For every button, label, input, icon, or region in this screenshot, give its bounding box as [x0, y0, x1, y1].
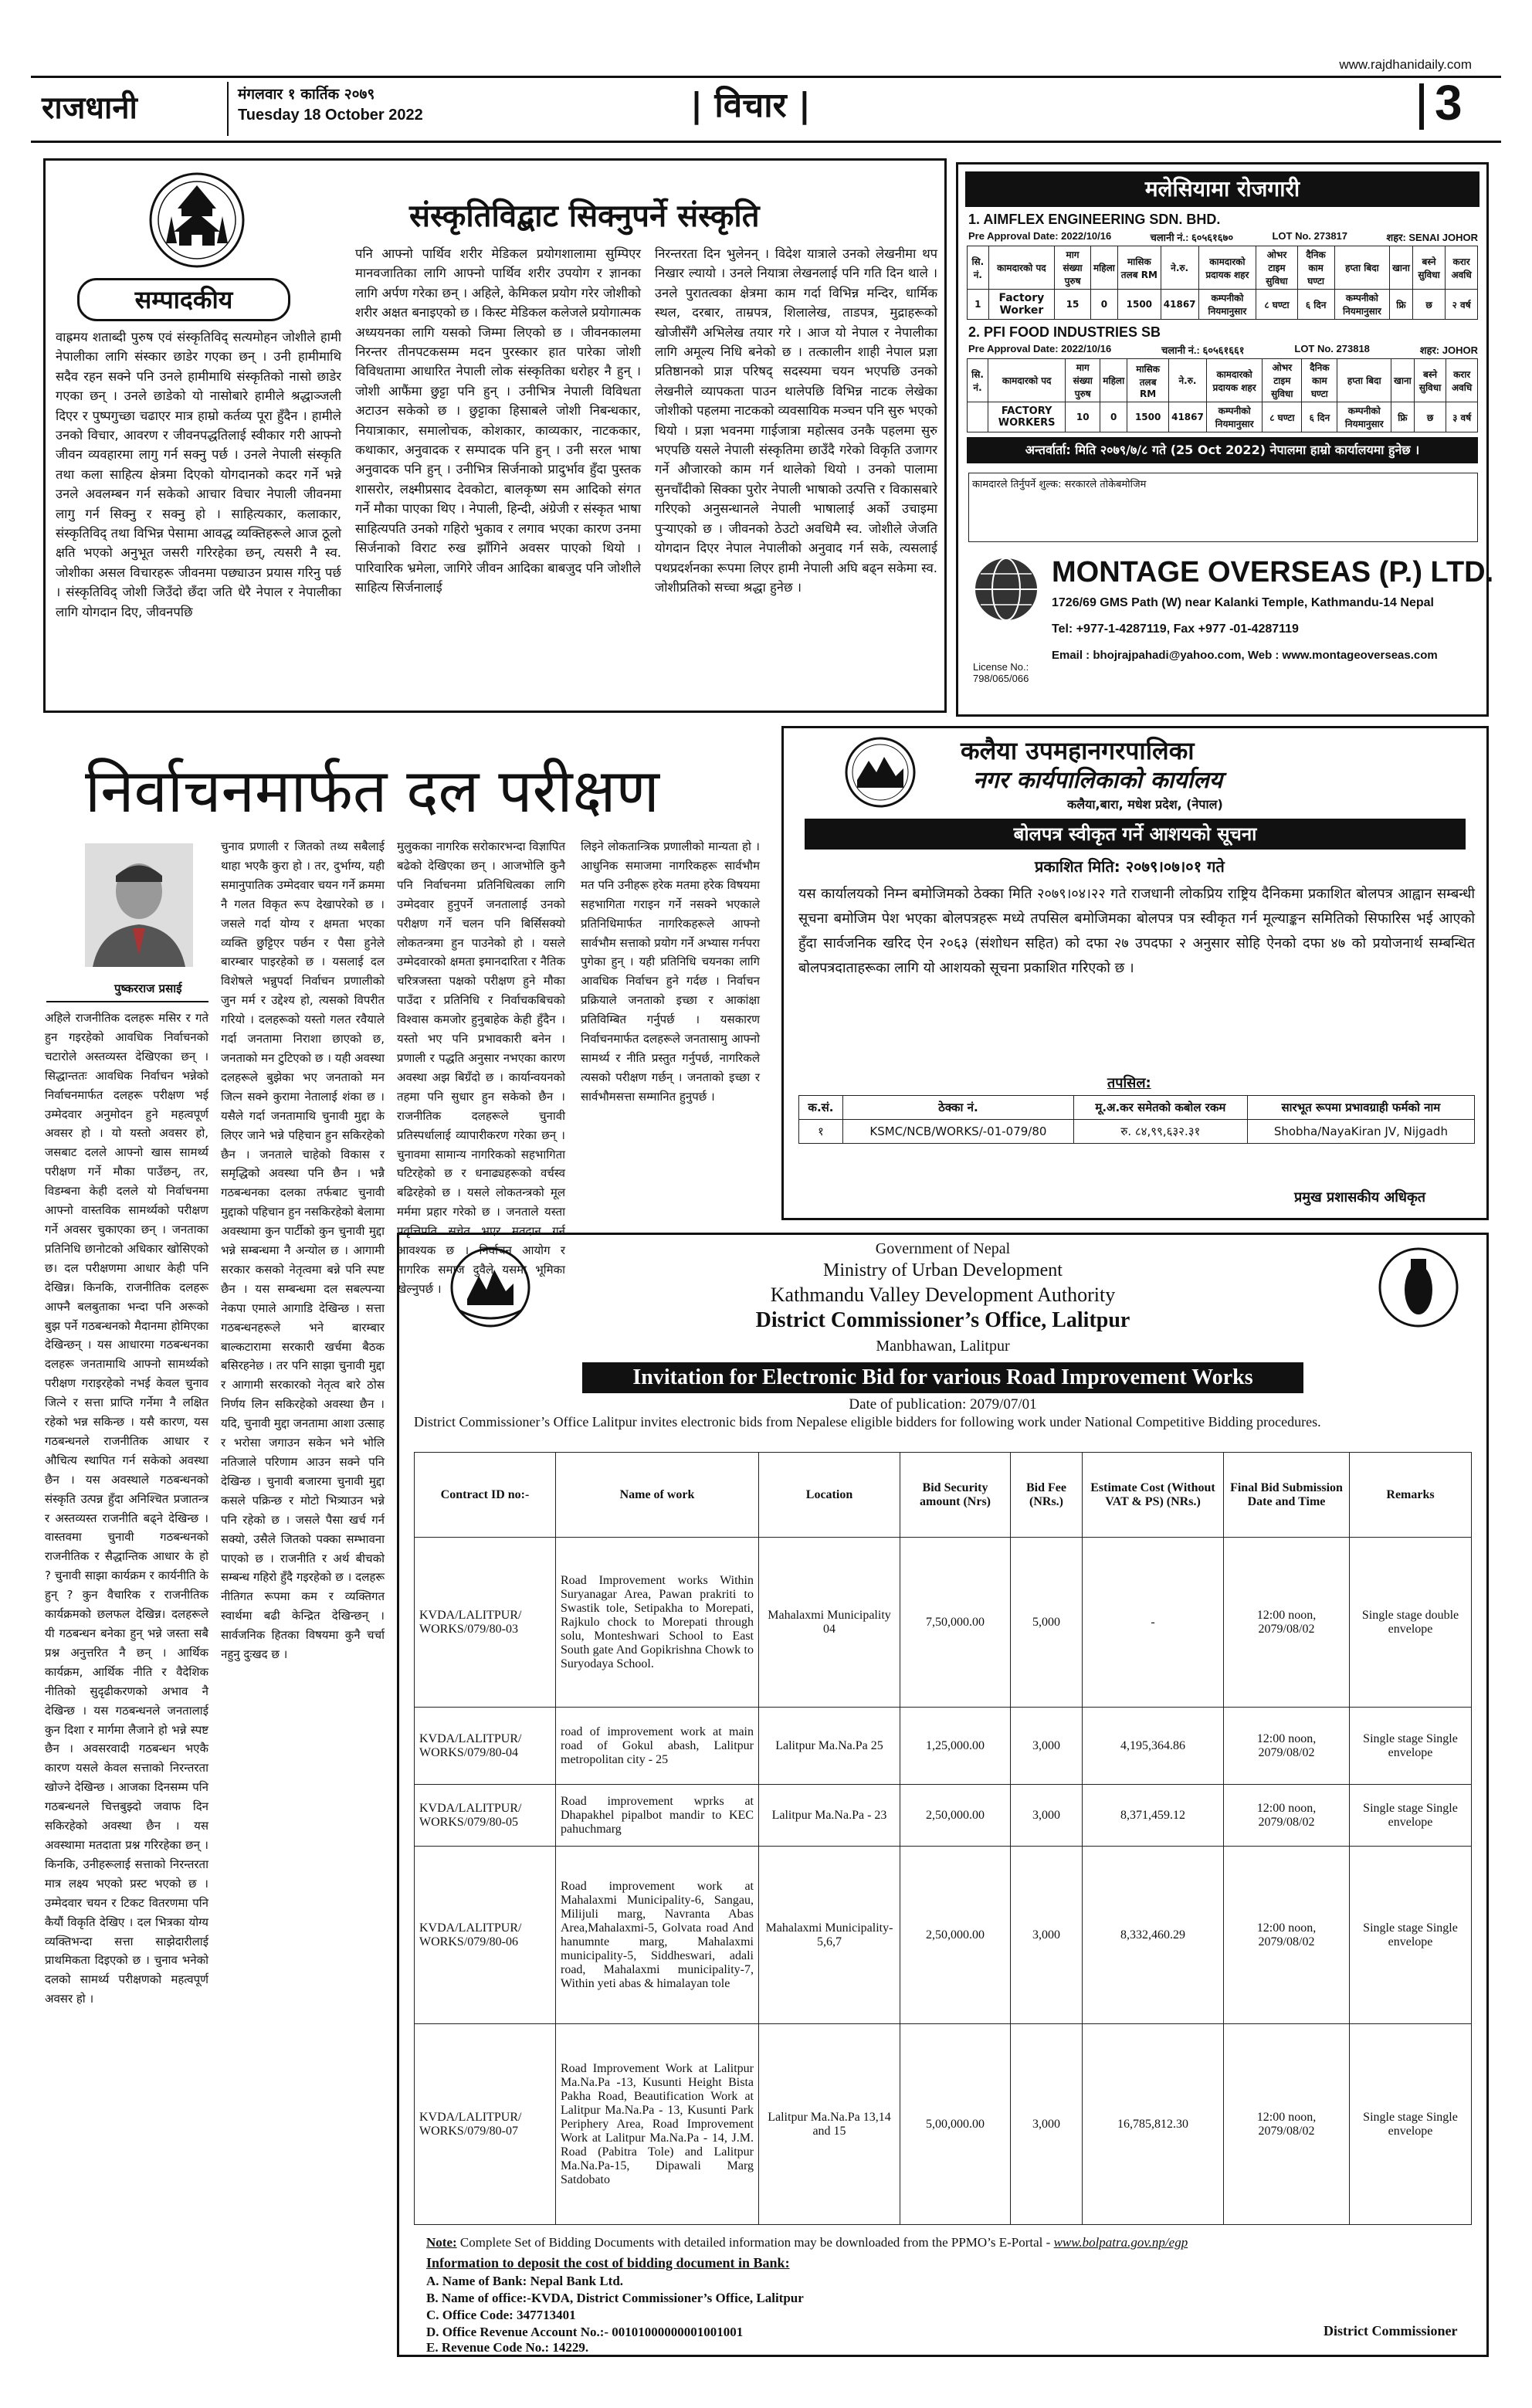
- table-header: बस्ने सुविधा: [1414, 359, 1446, 402]
- kvda-ministry: Ministry of Urban Development: [823, 1260, 1063, 1280]
- editorial-label: सम्पादकीय: [77, 278, 290, 321]
- table-header: ओभर टाइम सुविधा: [1263, 359, 1302, 402]
- table-cell: 10: [1066, 402, 1100, 432]
- table-header: Bid Fee (NRs.): [1011, 1453, 1083, 1538]
- lot-1: LOT No. 273817: [1272, 230, 1348, 242]
- table-cell: KVDA/LALITPUR/ WORKS/079/80-04: [415, 1708, 556, 1785]
- table-header: क.सं.: [799, 1096, 843, 1120]
- kvda-authority: Kathmandu Valley Development Authority: [770, 1284, 1116, 1306]
- agency-email: Email : bhojrajpahadi@yahoo.com, Web : www.montageoverseas.com: [1052, 649, 1438, 662]
- table-cell: २ वर्ष: [1446, 290, 1478, 320]
- table-row: [799, 1120, 1475, 1144]
- table-header: सि. नं.: [968, 359, 988, 402]
- masthead-divider: [227, 82, 229, 136]
- approval-date-2: Pre Approval Date: 2022/10/16: [968, 343, 1112, 354]
- table-header: हप्ता बिदा: [1337, 359, 1391, 402]
- table-header: Final Bid Submission Date and Time: [1224, 1453, 1350, 1538]
- page-number-bar: [1419, 83, 1424, 130]
- table-cell: Road Improvement Work at Lalitpur Ma.Na.Pa -13, Kusunti Height Bista Pakha Road, Beautification Work at Lalitpur Ma.Na.Pa - 13, Kusunti Park Periphery Area, Road Improvement Work at Lalitpur Ma.Na.Pa - 14, J.M. Road (Pabitra Tole) and Lalitpur Ma.Na.Pa-15, Dipawali Marg Satdobato: [556, 2024, 759, 2225]
- table-cell: Road Improvement works Within Suryanagar Area, Pawan prakriti to Swastik tole, Setipakha to Morepati, Rajkulo chock to Morepati through solu, Monteshwari School to East South gate And Gopikrishna Chowk to Suryodaya School.: [556, 1538, 759, 1708]
- table-cell: कम्पनीको नियमानुसार: [1206, 402, 1263, 432]
- section-title: [690, 80, 811, 127]
- author-rule: [46, 1001, 208, 1002]
- table-header: कामदारको पद: [988, 359, 1066, 402]
- license-number: License No.: 798/065/066: [973, 661, 1029, 684]
- table-cell: Single stage Single envelope: [1350, 1785, 1472, 1847]
- table-cell: कम्पनीको नियमानुसार: [1337, 402, 1391, 432]
- table-cell: 41867: [1161, 290, 1198, 320]
- malaysia-ad-title: मलेसियामा रोजगारी: [965, 171, 1479, 207]
- section-bar-left: |: [690, 86, 715, 125]
- table-cell: Single stage Single envelope: [1350, 1708, 1472, 1785]
- table-header: खाना: [1391, 359, 1415, 402]
- table-cell: 12:00 noon, 2079/08/02: [1224, 1708, 1350, 1785]
- table-header: माग संख्या पुरुष: [1066, 359, 1100, 402]
- table-cell: कम्पनीको नियमानुसार: [1334, 290, 1389, 320]
- table-cell: 8,371,459.12: [1083, 1785, 1224, 1847]
- kvda-bid-table: [414, 1452, 1472, 2225]
- table-cell: ६ दिन: [1302, 402, 1337, 432]
- table-cell: Mahalaxmi Municipality-5,6,7: [759, 1847, 900, 2024]
- table-header: मू.अ.कर समेतको कबोल रकम: [1073, 1096, 1247, 1120]
- table-cell: KVDA/LALITPUR/ WORKS/079/80-07: [415, 2024, 556, 2225]
- kvda-office: District Commissioner’s Office, Lalitpur: [755, 1308, 1130, 1332]
- malaysia-table-2: [967, 358, 1478, 432]
- note-label: Note:: [426, 2235, 457, 2250]
- table-header: ने.रु.: [1161, 246, 1198, 290]
- table-cell: ८ घण्टा: [1263, 402, 1302, 432]
- table-header: कामदारको प्रदायक शहर: [1198, 246, 1256, 290]
- editorial-col-1: वाह्रमय शताब्दी पुरुष एवं संस्कृतिविद् सत्यमोहन जोशीले हामी नेपालीका लागि संस्कार छाडेर गएका छन् । उनी हामीमाथि सदैव रहन सक्ने पनि उनले हामीमाथि संस्कृतिको नासो छाडेर गएका छन् । उनले छाडेको यो नासोबारे हामीले श्रद्धाञ्जली दिएर र पुष्पगुच्छा चढाएर मात्र हाम्रो कर्तव्य पूरा हुँदैन । हामीले उनको विचार, आवरण र जीवनपद्धतिलाई स्वीकार गरी आफ्नो जीवन व्यवहारमा लागु गर्न सक्नु पर्छ । उनले नेपाली संस्कृति तथा कला साहित्य क्षेत्रमा दिएको योगदानको कदर गर्ने भन्ने उनले अवलम्बन गर्न सकेको आचार विचार नेपाली जीवनमा लागु गर्न सिक्नु र सक्नु हो । साहित्यकार, कलाकार, संस्कृतिविद् तथा विभिन्न पेसामा आवद्ध व्यक्तिहरूले आज ठूलो क्षति भएको अनुभूत जसरी गरिरहेका छन्, त्यसरी नै स्व. जोशीका असल विचारहरू जीवनमा पछ्याउन प्रयास गरिनु पर्छ । संस्कृतिविद् जोशी जिउँदो छँदा जति धेरै नेपाल र नेपालीका लागि योगदान दिए, जीवनपछि: [56, 330, 341, 619]
- table-header: दैनिक काम घण्टा: [1302, 359, 1337, 402]
- table-cell: 2,50,000.00: [900, 1785, 1011, 1847]
- table-cell: फ्रि: [1390, 290, 1413, 320]
- article-col-2: चुनाव प्रणाली र जितको तथ्य सबैलाई थाहा भएकै कुरा हो । तर, दुर्भाग्य, यही समानुपातिक उम्मेदवार चयन गर्ने क्रममा नै गलत विकृत रूप देखापरेको छ । जसले गर्दा योग्य र क्षमता भएका व्यक्ति छुट्टिएर पर्छन र पैसा हुनेले बारम्बार पाइरहेको छ । यसलाई दल विशेषले भन्नुपर्दा निर्वाचन प्रणालीको जुन मर्म र उद्देश्य हो, त्यसको विपरीत गरियो । दलहरूको यस्तो गलत रवैयाले गर्दा जनतामा निराशा छाएको छ, जनताको मन टुटिएको छ । यही अवस्था दलहरूले बुझेका भए जनताको मन जित्न सक्ने कुरामा नेतालाई शंका छ । यसैले गर्दा जनतामाथि चुनावी मुद्दा के लिएर जाने भन्ने पहिचान हुन सकिरहेको छैन । जनताले चाहेको विकास र समृद्धिको अवस्था पनि छैन । भन्नै गठबन्धनका दलका तर्फबाट चुनावी मुद्दाको पहिचान हुन नसकिरहेको बेलामा अवस्थामा कुन पार्टीको कुन चुनावी मुद्दा भन्ने सम्बन्धमा नै अन्योल छ । आगामी सरकार कसको नेतृत्वमा बन्ने पनि स्पष्ट छैन । यस सम्बन्धमा दल सबल्पन्या नेकपा एमाले आगाडि देखिन्छ । सत्ता गठबन्धनहरूले भने बारम्बार बाल्कटारामा सरकारी खर्चमा बैठक बसिरहनेछ । तर पनि साझा चुनावी मुद्दा र आगामी सरकारको नेतृत्व बारे ठोस निर्णय लिन सकिरहेको अवस्था छैन । यदि, चुनावी मुद्दा जनतामा आशा उत्साह र भरोसा जगाउन सकेन भने भोलि नतिजाले परिणाम आउन सक्ने पनि देखिन्छ । चुनावी बजारमा चुनावी मुद्दा कसले पक्रिन्छ र मोटो भित्र्याउन भन्ने पनि रहेको छ । जसले पैसा खर्च गर्न सक्यो, उसैले जितको पक्का सम्भावना पाएको छ । राजनीति र अर्थ बीचको सम्बन्ध गहिरो हुँदै गइरहेको छ । दलहरू नीतिगत रूपमा कम र व्यक्तिगत स्वार्थमा बढी केन्द्रित देखिन्छन् । सार्वजनिक हितका विषयमा कुनै चर्चा नहुनु दुःखद छ ।: [221, 839, 385, 1662]
- article-col-1: अहिले राजनीतिक दलहरू मसिर र गते हुन गइरहेको आवधिक निर्वाचनको चटारोले अस्तव्यस्त देखिएका छन् । सिद्धान्ततः आवधिक निर्वाचन भन्नेको निर्वाचनमार्फत दलहरू परीक्षण भई उम्मेदवार अनुमोदन हुने महत्वपूर्ण अवसर हो । यो यस्तो अवसर हो, जसबाट दलले आफ्नो खास सामर्थ्य परीक्षण गर्ने मौका पाउँछन्, तर, विडम्बना केही दलले यो निर्वाचनमा आफ्नो वास्तविक सामर्थ्यको परीक्षण गर्ने अवसर चुकाएका छन् । जनताका प्रतिनिधि छानोटको अधिकार खोसिएको छ। दल परीक्षणमा आधार केही पनि देखिन्न। किनकि, राजनीतिक दलहरू आफ्नै बलबुताका भन्दा पनि अरूको बुझ पर्ने गठबन्धनको मैदानमा होमिएका देखिन्छन् । यस आधारमा गठबन्धनका दलहरू जनतामाथि आफ्नो सामर्थ्यको परीक्षण गराइरहेको नभई केवल चुनाव जित्ने र सत्ता प्राप्ति गर्नेमा नै लक्षित रहेको भन्न सकिन्छ । यसै कारण, यस गठबन्धनले राजनीतिक आधार र औचित्य स्थापित गर्न सकेको अवस्था छैन । यस अवस्थाले गठबन्धनको संस्कृति उत्पन्न हुँदा अनिश्चित प्रजातन्त्र र अस्तव्यस्त राजनीति बढ्ने देखिन्छ । वास्तवमा चुनावी गठबन्धनको राजनीतिक र सैद्धान्तिक आधार के हो ? चुनावी साझा कार्यक्रम र कार्यनीति के हुन् ? कुन वैचारिक र राजनीतिक कार्यक्रमको छलफल देखिन्न। दलहरूले यी गठबन्धन बनेका हुन् भन्ने जस्ता सबै प्रश्न अनुत्तरित नै छन् । आर्थिक कार्यक्रम, आर्थिक नीति र वैदेशिक नीतिको सुदृढीकरणको अभाव नै देखिन्छ । यस गठबन्धनले जनतालाई कुन दिशा र मार्गमा लैजाने हो भन्ने स्पष्ट छैन । अवसरवादी गठबन्धन भएकै कारण यसले केवल सत्ताको निरन्तरता खोज्ने देखिन्छ । आजका दिनसम्म पनि गठबन्धनले चित्तबुझ्दो जवाफ दिन सकिरहेको अवस्था छैन । यस अवस्थामा मतदाता प्रश्न गरिरहेका छन् । किनकि, उनीहरूलाई सत्ताको निरन्तरता मात्र लक्ष्य भएको प्रस्ट भएको छ । उम्मेदवार चयन र टिकट वितरणमा पनि कैयौं विकृति देखिए । दल भित्रका योग्य व्यक्तिभन्दा सत्ता साझेदारीलाई प्राथमिकता दिइएको छ । चुनाव भनेको दलको सामर्थ्य परीक्षणको महत्वपूर्ण अवसर हो ।: [45, 1011, 208, 2006]
- table-header: ठेक्का नं.: [842, 1096, 1073, 1120]
- kalaiya-pubdate: प्रकाशित मिति: २०७९।०७।०१ गते: [1035, 857, 1225, 876]
- city-2: शहर: JOHOR: [1419, 344, 1478, 356]
- nepal-emblem-icon: [842, 734, 919, 811]
- author-photo: [85, 843, 193, 967]
- table-header-row: [968, 246, 1478, 290]
- table-row: [415, 1708, 1472, 1785]
- table-cell: FACTORY WORKERS: [988, 402, 1066, 432]
- kvda-intro: District Commissioner’s Office Lalitpur invites electronic bids from Nepalese eligible bidders for following work under National Competitive Bidding procedures.: [414, 1414, 1321, 1430]
- table-cell: 3,000: [1011, 1847, 1083, 2024]
- table-header: मासिक तलब RM: [1117, 246, 1161, 290]
- table-header-row: [799, 1096, 1475, 1120]
- kvda-note: [426, 2235, 1469, 2250]
- table-header: मासिक तलब RM: [1127, 359, 1169, 402]
- section-label: विचार: [714, 86, 787, 125]
- table-header: दैनिक काम घण्टा: [1297, 246, 1334, 290]
- table-row: [968, 402, 1478, 432]
- site-url[interactable]: www.rajdhanidaily.com: [1339, 57, 1472, 72]
- kvda-title: Invitation for Electronic Bid for various Road Improvement Works: [582, 1362, 1303, 1393]
- table-row: [968, 290, 1478, 320]
- kvda-gov: Government of Nepal: [875, 1240, 1011, 1257]
- article-col-3: मुलुकका नागरिक सरोकारभन्दा विज्ञापित बढेको देखिएका छन् । आजभोलि कुनै पनि निर्वाचनमा प्रतिनिधित्वका लागि उम्मेदवार हुनुपर्ने जनतालाई उनको परीक्षण गर्ने चलन पनि बिर्सिसक्यो लोकतन्त्रमा हुन पाउनेको हो । यसले उम्मेदवारको क्षमता इमानदारिता र नैतिक चरित्रजस्ता पक्षको परीक्षण हुने मौका पाउँदा र प्रतिनिधि र निर्वाचकबिचको विश्वास कमजोर हुनुबाहेक केही हुँदैन । यस्तो भए पनि प्रभावकारी बनेन । प्रणाली र पद्धति अनुसार नभएका कारण अवस्था अझ बिग्रँदो छ । कार्यान्वयनको तहमा पनि सुधार हुन सकेको छैन । राजनीतिक दलहरूले चुनावी प्रतिस्पर्धालाई व्यापारीकरण गरेका छन् । चुनावमा सामान्य नागरिकको सहभागिता घटिरहेको छ र धनाढ्यहरूको वर्चस्व बढिरहेको छ । यसले लोकतन्त्रको मूल मर्ममा प्रहार गरेको छ । जनताले यस्ता प्रवृत्तिप्रति सचेत भएर मतदान गर्न आवश्यक छ । निर्वाचन आयोग र नागरिक समाज दुवैले यसमा भूमिका खेल्नुपर्छ ।: [397, 839, 565, 1296]
- masthead: राजधानी: [42, 90, 137, 126]
- table-header: महिला: [1091, 246, 1118, 290]
- header-top-rule: [31, 76, 1501, 78]
- table-cell: ६ दिन: [1297, 290, 1334, 320]
- table-cell: 12:00 noon, 2079/08/02: [1224, 1785, 1350, 1847]
- table-header: करार अवधि: [1446, 246, 1478, 290]
- table-cell: 7,50,000.00: [900, 1538, 1011, 1708]
- table-cell: 3,000: [1011, 1785, 1083, 1847]
- table-header: माग संख्या पुरुष: [1055, 246, 1091, 290]
- section-bar-right: |: [786, 86, 811, 125]
- table-cell: Single stage Single envelope: [1350, 1847, 1472, 2024]
- table-header: करार अवधि: [1446, 359, 1478, 402]
- chalani-1: चलानी नं.: ६०५६१६७०: [1150, 232, 1234, 243]
- editorial-col-2: पनि आफ्नो पार्थिव शरीर मेडिकल प्रयोगशालामा सुम्पिएर मानवजातिका लागि आफ्नो पार्थिव शरीर उपयोग र ज्ञानका लागि अर्पण गरेका छन् । अहिले, केमिकल प्रयोग गरेर जोशीको शरीर अक्षत बनाइएको छ । किस्ट मेडिकल कलेजले प्रयोगात्मक अध्ययनका लागि यसको जिम्मा लिएको छ । जीवनकालमा निरन्तर तीनपटकसम्म मदन पुरस्कार हात पारेका जोशी विविधतामा आधारित नेपाली लोक संस्कृतिका धरोहर नै हुन् । जोशी आफैंमा छुट्टा पनि हुन् । उनीभित्र नेपाली विविधता अटाउन सकेको छ । छुट्टाका हिसाबले जोशी निबन्धकार, नियात्राकार, समालोचक, कोशकार, काव्यकार, नाटककार, कथाकार, अनुवादक र सम्पादक पनि हुन् । उनी सरल भाषा अनुवादक पनि हुन् । उनीभित्र सिर्जनाको प्रादुर्भाव हुँदा पुस्तक शासरोर, लक्ष्मीप्रसाद देवकोटा, बालकृष्ण सम आदिको संगत गर्ने मौका पाएका थिए । नेपाली, हिन्दी, अंग्रेजी र संस्कृत भाषा साहित्यपति उनको गहिरो भुकाव र लगाव भएका कारण उनमा सिर्जनाको विराट रुख झाँगिने अवसर पाएको थियो । पारिवारिक भ्रमेला, जागिरे जीवन आदिका बाबजुद पनि जोशीले साहित्य सिर्जनालाई: [355, 246, 641, 595]
- table-cell: Lalitpur Ma.Na.Pa 13,14 and 15: [759, 2024, 900, 2225]
- bank-line-c: C. Office Code: 347713401: [426, 2308, 576, 2322]
- globe-logo-icon: [971, 555, 1041, 624]
- table-header: सारभूत रूपमा प्रभावग्राही फर्मको नाम: [1247, 1096, 1474, 1120]
- table-header-row: [968, 359, 1478, 402]
- table-cell: Lalitpur Ma.Na.Pa - 23: [759, 1785, 900, 1847]
- bank-line-b: B. Name of office:-KVDA, District Commissioner’s Office, Lalitpur: [426, 2291, 804, 2305]
- kalaiya-table: [798, 1095, 1475, 1144]
- table-header: कामदारको पद: [988, 246, 1054, 290]
- date-nepali: मंगलवार १ कार्तिक २०७९: [238, 86, 375, 103]
- table-cell: 16,785,812.30: [1083, 2024, 1224, 2225]
- kalaiya-tapsil: तपसिल:: [1107, 1075, 1151, 1091]
- kalaiya-title: बोलपत्र स्वीकृत गर्ने आशयको सूचना: [805, 819, 1466, 850]
- table-cell: 1500: [1127, 402, 1169, 432]
- table-cell: 0: [1100, 402, 1127, 432]
- table-cell: 0: [1091, 290, 1118, 320]
- kalaiya-logo: [842, 734, 919, 811]
- editorial-col-3: निरन्तरता दिन भुलेनन् । विदेश यात्राले उनको लेखनीमा थप निखार ल्यायो । उनले नियात्रा लेखनलाई पनि गति दिन थाले । उनले पुरातत्वका क्षेत्रमा काम गर्दा विभिन्न मन्दिर, धार्मिक स्थल, दरबार, ताम्रपत्र, शिलालेख, ताडपत्र, मुद्राहरूको खोजीसँगै अभिलेख तयार गरे । आज यो नेपाल र नेपालीका लागि अमूल्य निधि बनेको छ । तत्कालीन शाही नेपाल प्रज्ञा प्रतिष्ठानको प्राज्ञ परिषद् सदस्यमा चयन भएपछि उनको लेखनीले व्यापकता पाउन थालेपछि विभिन्न नाटक लेखेका जोशीको पहलमा नाटकको व्यवसायिक मञ्चन पनि सुरु भएको थियो । प्रज्ञा भवनमा गाईजात्रा महोत्सव उनकै पहलमा सुरु भएपछि यसले नेपाली संस्कृतिमा छाउँदै गरेको विकृति उजागर गर्ने औजारको काम गर्न थालेको थियो । उनको पालामा सुनचाँदीको सिक्का पुरोर नेपाली भाषाको उत्पत्ति र विकासबारे गरिएको अनुसन्धानले नेपाली भाषालाई अर्को उचाइमा पुऱ्याएको छ । जीवनको ठेउटो अवधिमै स्व. जोशीले जेजति योगदान दिएर नेपाल नेपालीको अनुवाद गर्न सके, त्यसलाई पथप्रदर्शनका रूपमा लिएर हामी नेपाली अघि बढ्न सकेमा स्व. जोशीप्रतिको सच्चा श्रद्धा हुनेछ ।: [655, 246, 937, 595]
- table-cell: Single stage double envelope: [1350, 1538, 1472, 1708]
- table-cell: Road improvement work at Mahalaxmi Municipality-6, Sangau, Milijuli marg, Navranta Abas Area,Mahalaxmi-5, Golvata road And hanumnte marg, Mahalaxmi municipality-5, Siddheswari, adali road, Mahalaxmi municipality-7, Within yeti abas & himalayan tole: [556, 1847, 759, 2024]
- table-header: Bid Security amount (Nrs): [900, 1453, 1011, 1538]
- table-cell: 12:00 noon, 2079/08/02: [1224, 1847, 1350, 2024]
- table-header: Remarks: [1350, 1453, 1472, 1538]
- bank-line-d: D. Office Revenue Account No.:- 00101000000001001001: [426, 2325, 744, 2339]
- kalaiya-office-1: कलैया उपमहानगरपालिका: [961, 736, 1195, 765]
- kalaiya-address: कलैया,बारा, मधेश प्रदेश, (नेपाल): [1067, 797, 1223, 812]
- table-header: बस्ने सुविधा: [1412, 246, 1445, 290]
- table-cell: 4,195,364.86: [1083, 1708, 1224, 1785]
- table-cell: 12:00 noon, 2079/08/02: [1224, 2024, 1350, 2225]
- table-cell: छ: [1412, 290, 1445, 320]
- table-cell: road of improvement work at main road of Gokul abash, Lalitpur metropolitan city - 25: [556, 1708, 759, 1785]
- table-cell: फ्रि: [1391, 402, 1415, 432]
- lot-2: LOT No. 273818: [1294, 343, 1370, 354]
- agency-phone: Tel: +977-1-4287119, Fax +977 -01-4287119: [1052, 622, 1299, 636]
- company-2-name: 2. PFI FOOD INDUSTRIES SB: [968, 324, 1161, 340]
- fee-note: कामदारले तिर्नुपर्ने शुल्क: सरकारले तोकेबमोजिम: [968, 473, 1478, 542]
- kvda-signature: District Commissioner: [1324, 2323, 1458, 2338]
- table-header-row: [415, 1453, 1472, 1538]
- kalaiya-office-2: नगर कार्यपालिकाको कार्यालय: [973, 767, 1223, 794]
- table-cell: 1500: [1117, 290, 1161, 320]
- table-cell: 2,50,000.00: [900, 1847, 1011, 2024]
- table-row: [415, 1538, 1472, 1708]
- table-cell: रु. ८४,९९,६३२.३१: [1073, 1120, 1247, 1144]
- table-cell: KSMC/NCB/WORKS/-01-079/80: [842, 1120, 1073, 1144]
- table-cell: KVDA/LALITPUR/ WORKS/079/80-06: [415, 1847, 556, 2024]
- page-number: 3: [1435, 75, 1463, 131]
- table-cell: छ: [1414, 402, 1446, 432]
- editorial-logo: [147, 170, 247, 270]
- table-cell: ३ वर्ष: [1446, 402, 1478, 432]
- table-header: ओभर टाइम सुविधा: [1256, 246, 1297, 290]
- table-header: Name of work: [556, 1453, 759, 1538]
- interview-deadline: अन्तर्वार्ता: मिति २०७९/७/८ गते (25 Oct 2022) नेपालमा हाम्रो कार्यालयमा हुनेछ ।: [967, 437, 1478, 463]
- table-cell: 5,00,000.00: [900, 2024, 1011, 2225]
- table-cell: 3,000: [1011, 1708, 1083, 1785]
- company-1-name: 1. AIMFLEX ENGINEERING SDN. BHD.: [968, 212, 1221, 227]
- malaysia-table-1: [967, 246, 1478, 320]
- table-header: ने.रु.: [1169, 359, 1207, 402]
- table-cell: KVDA/LALITPUR/ WORKS/079/80-05: [415, 1785, 556, 1847]
- table-header: खाना: [1390, 246, 1413, 290]
- table-cell: Lalitpur Ma.Na.Pa 25: [759, 1708, 900, 1785]
- temple-logo-icon: [147, 170, 247, 270]
- table-cell: 12:00 noon, 2079/08/02: [1224, 1538, 1350, 1708]
- kalaiya-body: यस कार्यालयको निम्न बमोजिमको ठेक्का मिति २०७९।०४।२२ गते राजधानी लोकप्रिय राष्ट्रिय दैनिकमा प्रकाशित बोलपत्र आह्वान सम्बन्धी सूचना बमोजिम पेश भएका बोलपत्रहरू मध्ये तपसिल बमोजिमका बोलपत्र पत्र स्वीकृत गर्न मूल्याङ्कन समितिको सिफारिस भई आएको हुँदा सार्वजनिक खरिद ऐन २०६३ (संशोधन सहित) को दफा २७ उपदफा २ अनुसार सोहि ऐनको दफा ४७ को प्रयोजनार्थ सम्बन्धित बोलपत्रदाताहरूका लागि यो आशयको सूचना प्रकाशित गरिएको छ ।: [798, 886, 1475, 976]
- table-cell: 41867: [1169, 402, 1207, 432]
- company-2-meta: [968, 343, 1478, 357]
- table-row: [415, 1847, 1472, 2024]
- table-cell: Mahalaxmi Municipality 04: [759, 1538, 900, 1708]
- table-cell: 15: [1055, 290, 1091, 320]
- table-cell: 5,000: [1011, 1538, 1083, 1708]
- header-bottom-rule: [31, 141, 1501, 143]
- author-portrait-icon: [85, 843, 193, 967]
- bank-title: Information to deposit the cost of bidding document in Bank:: [426, 2255, 790, 2271]
- table-cell: 1: [968, 290, 989, 320]
- table-cell: -: [1083, 1538, 1224, 1708]
- chalani-2: चलानी नं.: ६०५६१६६१: [1161, 344, 1245, 356]
- kvda-location: Manbhawan, Lalitpur: [876, 1338, 1010, 1355]
- table-cell: 8,332,460.29: [1083, 1847, 1224, 2024]
- bank-line-e: E. Revenue Code No.: 14229.: [426, 2340, 589, 2355]
- table-header: हप्ता बिदा: [1334, 246, 1389, 290]
- table-cell: Shobha/NayaKiran JV, Nijgadh: [1247, 1120, 1474, 1144]
- agency-address: 1726/69 GMS Path (W) near Kalanki Temple, Kathmandu-14 Nepal: [1052, 596, 1434, 609]
- table-row: [415, 1785, 1472, 1847]
- author-name: पुष्करराज प्रसाई: [114, 982, 182, 995]
- article-headline: निर्वाचनमार्फत दल परीक्षण: [85, 757, 659, 826]
- agency-logo: [971, 555, 1041, 624]
- table-header: सि. नं.: [968, 246, 989, 290]
- table-cell: 3,000: [1011, 2024, 1083, 2225]
- table-cell: Single stage Single envelope: [1350, 2024, 1472, 2225]
- table-cell: १: [799, 1120, 843, 1144]
- note-text: Complete Set of Bidding Documents with detailed information may be downloaded from the PPMO’s E-Portal -: [459, 2235, 1054, 2250]
- table-cell: 1,25,000.00: [900, 1708, 1011, 1785]
- kalaiya-signature: प्रमुख प्रशासकीय अधिकृत: [1294, 1189, 1426, 1206]
- table-header: Contract ID no:-: [415, 1453, 556, 1538]
- bank-line-a: A. Name of Bank: Nepal Bank Ltd.: [426, 2274, 624, 2288]
- table-header: Estimate Cost (Without VAT & PS) (NRs.): [1083, 1453, 1224, 1538]
- editorial-headline: संस्कृतिविद्बाट सिक्नुपर्ने संस्कृति: [409, 198, 760, 234]
- kvda-pubdate: Date of publication: 2079/07/01: [849, 1396, 1037, 1413]
- table-header: महिला: [1100, 359, 1127, 402]
- agency-name: MONTAGE OVERSEAS (P.) LTD.: [1052, 556, 1494, 588]
- company-1-meta: [968, 230, 1478, 244]
- table-header: Location: [759, 1453, 900, 1538]
- note-link[interactable]: www.bolpatra.gov.np/egp: [1053, 2235, 1188, 2250]
- table-cell: ८ घण्टा: [1256, 290, 1297, 320]
- table-cell: कम्पनीको नियमानुसार: [1198, 290, 1256, 320]
- approval-date-1: Pre Approval Date: 2022/10/16: [968, 230, 1112, 242]
- city-1: शहर: SENAI JOHOR: [1386, 232, 1478, 243]
- table-row: [415, 2024, 1472, 2225]
- article-col-4: लिइने लोकतान्त्रिक प्रणालीको मान्यता हो । आधुनिक समाजमा नागरिकहरू सार्वभौम मत पनि उनीहरू हरेक मतमा हरेक विषयमा सहभागिता गराइन गर्ने नसक्ने भएकाले प्रतिनिधिमार्फत नागरिकहरूले आफ्नो सार्वभौम सत्ताको प्रयोग गर्ने अभ्यास गर्नपरा पुगेका हुन् । यही प्रतिनिधि चयनका लागि आवधिक निर्वाचन हुने गर्दछ । निर्वाचन प्रक्रियाले जनताको इच्छा र आकांक्षा प्रतिविम्बित गर्नुपर्छ । यसकारण निर्वाचनमार्फत दलहरूले जनतासामु आफ्नो सामर्थ्य र नीति प्रस्तुत गर्नुपर्छ, नागरिकले त्यसको परीक्षण गर्छन् । जनताको इच्छा र सार्वभौमसत्ता सम्मानित हुनुपर्छ ।: [581, 839, 760, 1104]
- date-english: Tuesday 18 October 2022: [238, 107, 423, 124]
- table-cell: [968, 402, 988, 432]
- table-cell: Factory Worker: [988, 290, 1054, 320]
- table-header: कामदारको प्रदायक शहर: [1206, 359, 1263, 402]
- table-cell: KVDA/LALITPUR/ WORKS/079/80-03: [415, 1538, 556, 1708]
- table-cell: Road improvement wprks at Dhapakhel pipalbot mandir to KEC pahuchmarg: [556, 1785, 759, 1847]
